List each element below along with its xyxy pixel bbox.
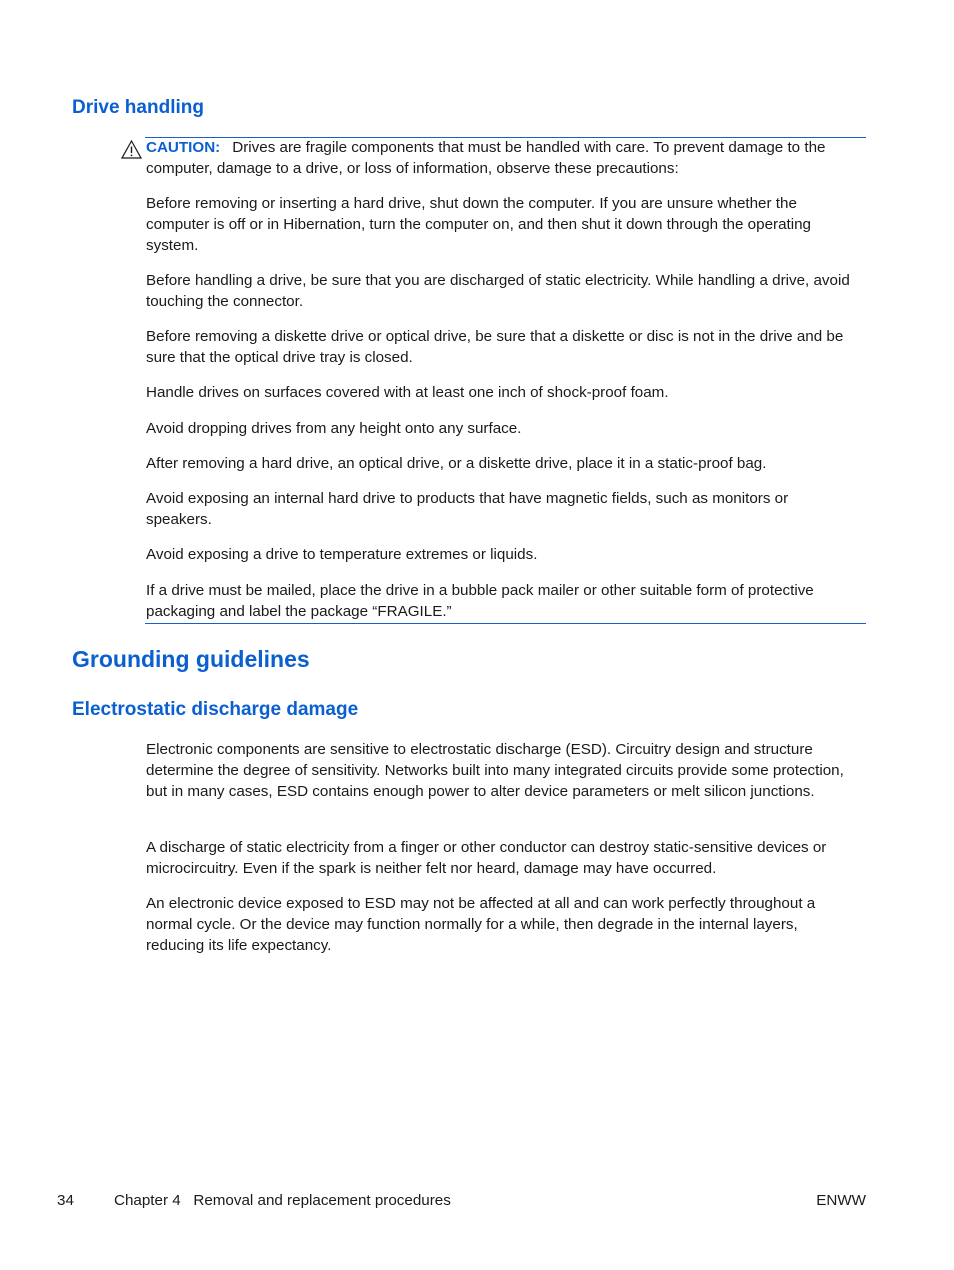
footer-edition: ENWW — [816, 1192, 866, 1209]
caution-item: Avoid exposing a drive to temperature extremes or liquids. — [146, 546, 538, 563]
caution-label: CAUTION: — [146, 139, 221, 156]
esd-heading: Electrostatic discharge damage — [72, 699, 359, 720]
grounding-guidelines-heading: Grounding guidelines — [72, 646, 310, 672]
page-number: 34 — [57, 1192, 74, 1209]
caution-item: Avoid dropping drives from any height onto any surface. — [146, 420, 522, 437]
drive-handling-heading: Drive handling — [72, 97, 204, 118]
caution-item: After removing a hard drive, an optical drive, or a diskette drive, place it in a static-proof bag. — [146, 455, 767, 472]
footer-chapter: Chapter 4 Removal and replacement procedures — [114, 1192, 451, 1209]
esd-paragraph: Electronic components are sensitive to electrostatic discharge (ESD). Circuitry design and structure determine the degree of sensitivity. Networks built into many integrated circuits provide some protection, but in many cases, ESD contains enough power to alter device parameters or melt silicon junctions. — [146, 741, 844, 800]
esd-paragraph: A discharge of static electricity from a finger or other conductor can destroy static-sensitive devices or microcircuitry. Even if the spark is neither felt nor heard, damage may have occurred. — [146, 839, 827, 877]
caution-item: Before handling a drive, be sure that you are discharged of static electricity. While handling a drive, avoid touching the connector. — [146, 272, 850, 310]
esd-paragraph: An electronic device exposed to ESD may not be affected at all and can work perfectly throughout a normal cycle. Or the device may function normally for a while, then degrade in the internal layers, reducing its life expectancy. — [146, 895, 816, 954]
caution-paragraph — [146, 137, 858, 179]
caution-text: Drives are fragile components that must be handled with care. To prevent damage to the computer, damage to a drive, or loss of information, observe these precautions: — [146, 139, 826, 177]
caution-item: Before removing a diskette drive or optical drive, be sure that a diskette or disc is not in the drive and be sure that the optical drive tray is closed. — [146, 328, 844, 366]
caution-item: If a drive must be mailed, place the drive in a bubble pack mailer or other suitable form of protective packaging and label the package “FRAGILE.” — [146, 582, 814, 620]
caution-item: Avoid exposing an internal hard drive to products that have magnetic fields, such as monitors or speakers. — [146, 490, 789, 528]
caution-item: Before removing or inserting a hard drive, shut down the computer. If you are unsure whether the computer is off or in Hibernation, turn the computer on, and then shut it down through the operating system. — [146, 195, 812, 254]
warning-triangle-icon — [121, 140, 142, 159]
caution-item: Handle drives on surfaces covered with at least one inch of shock-proof foam. — [146, 384, 669, 401]
